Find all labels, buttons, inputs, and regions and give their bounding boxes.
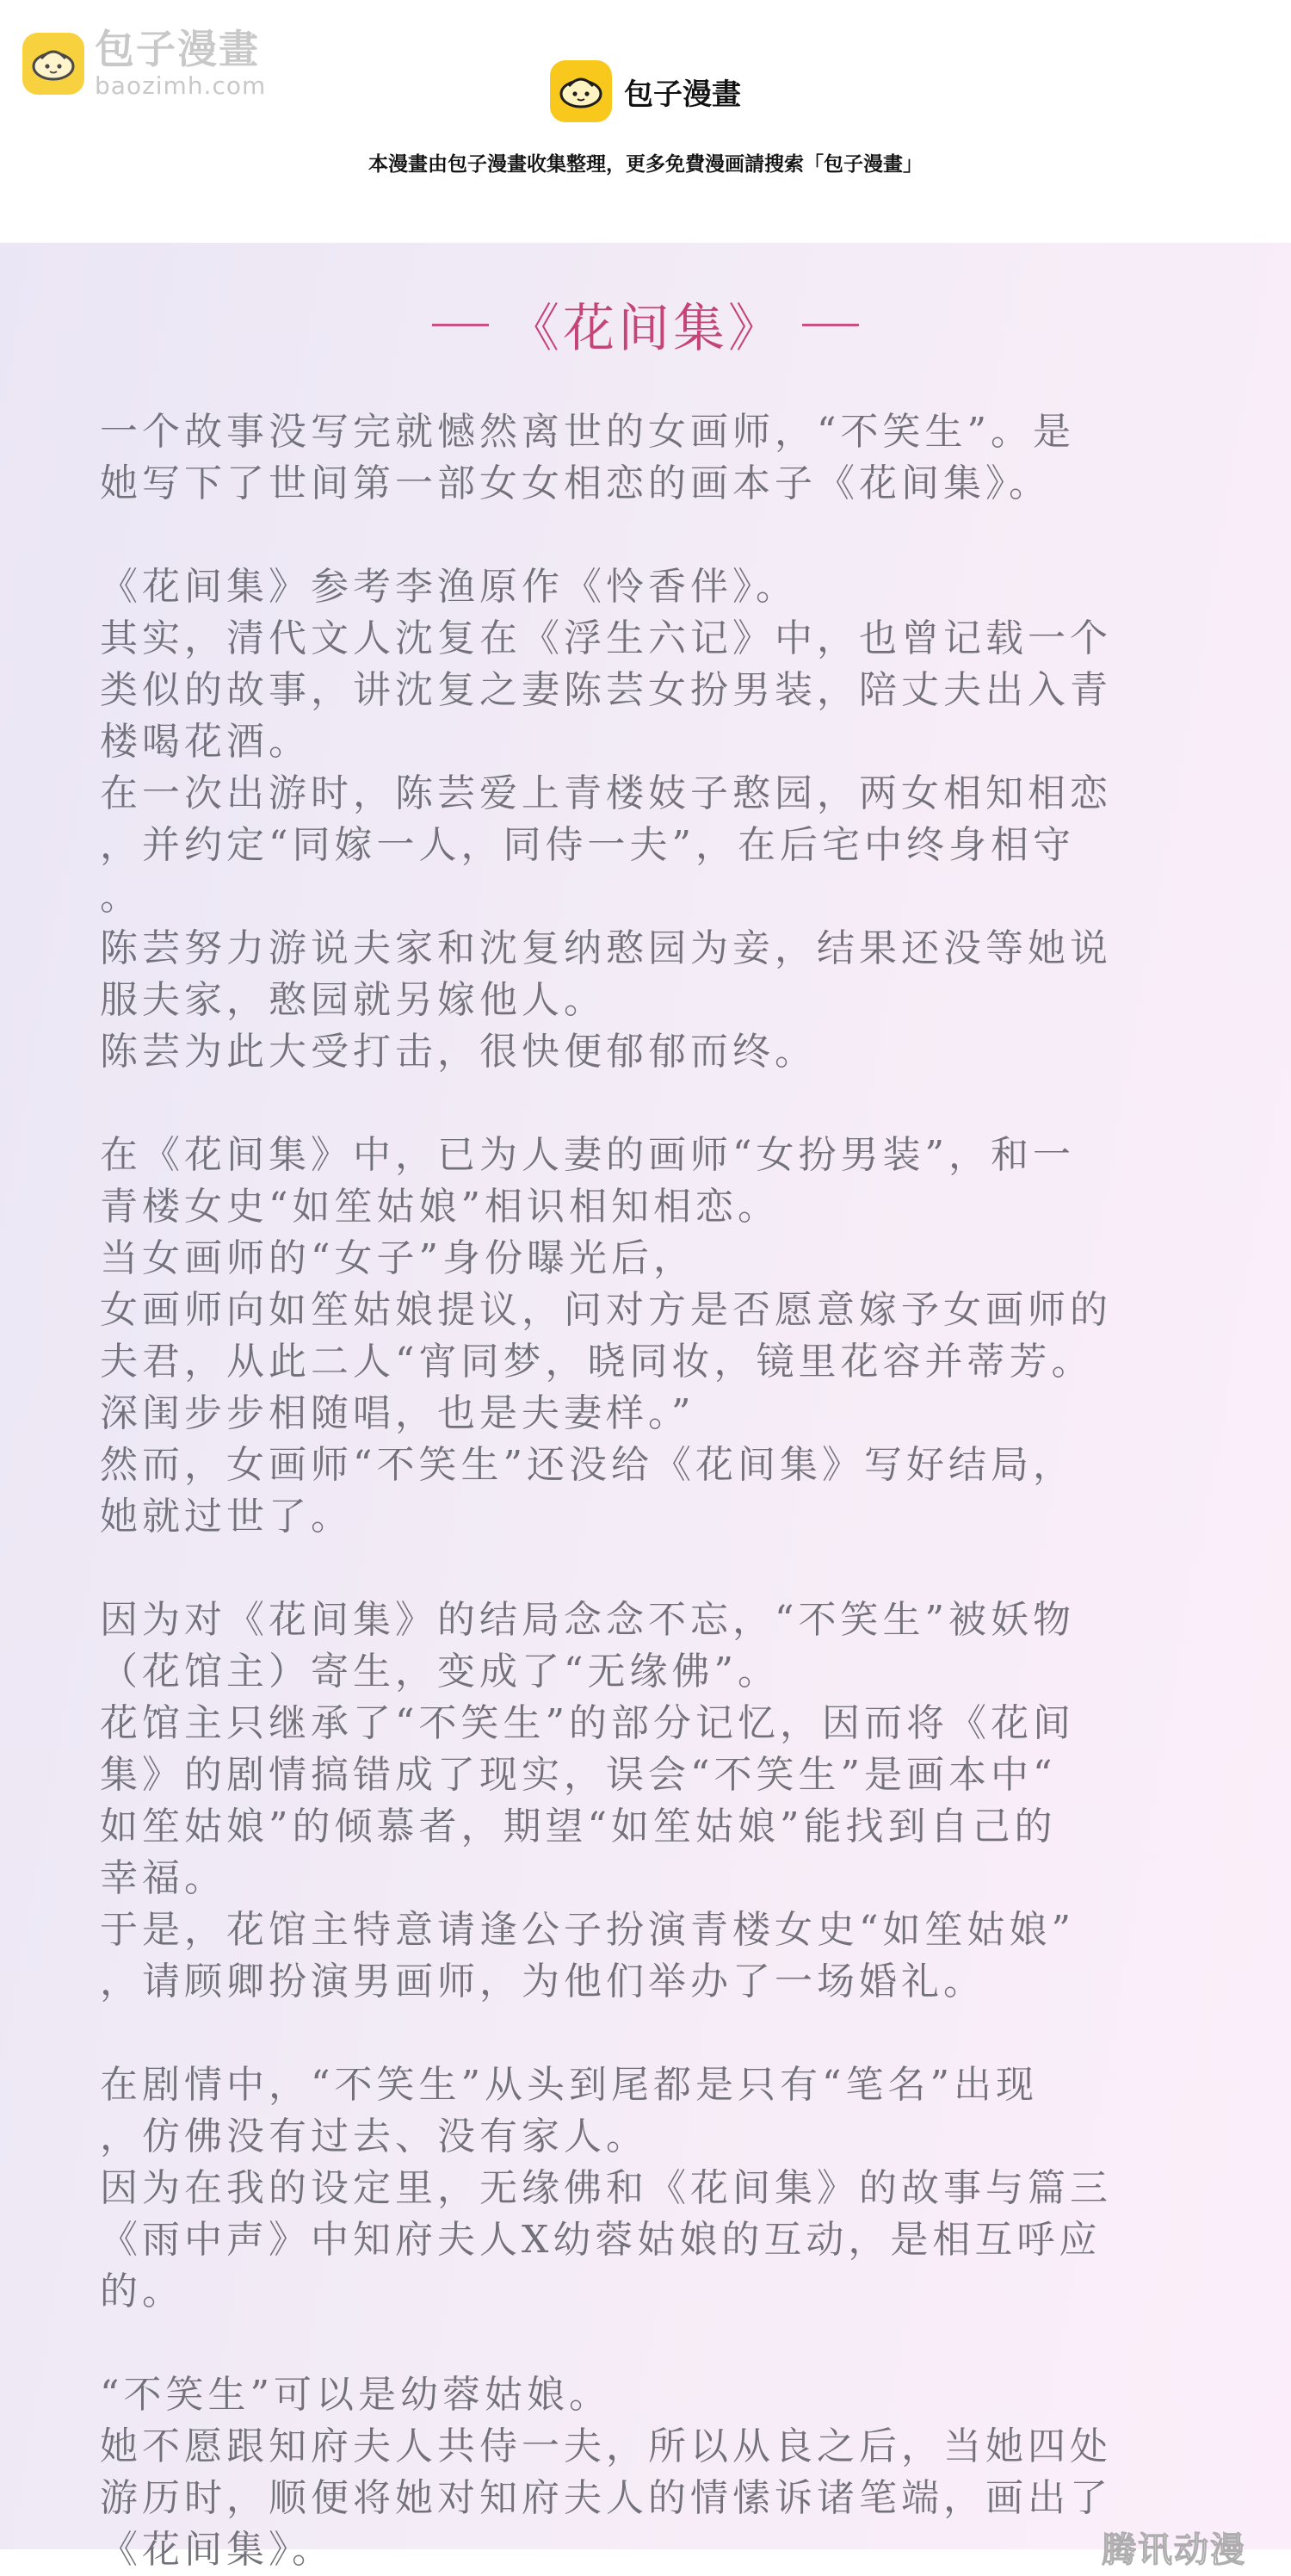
watermark-name: 包子漫畫	[95, 26, 260, 72]
title-dash-right	[802, 324, 859, 326]
text-line: 深闺步步相随唱，也是夫妻样。”	[100, 1391, 695, 1435]
article-body	[100, 406, 1210, 2576]
page-title: 《花间集》	[508, 299, 783, 359]
text-line: 陈芸努力游说夫家和沈复纳憨园为妾，结果还没等她说	[100, 926, 1112, 970]
paragraph-gap	[100, 510, 1210, 561]
text-line: 然而，女画师“不笑生”还没给《花间集》写好结局，	[100, 1443, 1075, 1487]
text-line: 服夫家，憨园就另嫁他人。	[100, 978, 606, 1022]
paragraph-gap	[100, 2318, 1210, 2369]
brand[interactable]	[0, 60, 1291, 122]
text-line: 楼喝花酒。	[100, 720, 311, 764]
text-line: 类似的故事，讲沈复之妻陈芸女扮男装，陪丈夫出入青	[100, 668, 1112, 712]
bun-brand-icon	[550, 60, 612, 122]
text-line: 在剧情中，“不笑生”从头到尾都是只有“笔名”出现	[100, 2063, 1038, 2107]
text-line: 在一次出游时，陈芸爱上青楼妓子憨园，两女相知相恋	[100, 771, 1112, 815]
text-line: 于是，花馆主特意请逢公子扮演青楼女史“如笙姑娘”	[100, 1908, 1075, 1952]
collection-notice: 本漫畫由包子漫畫收集整理，更多免費漫画請搜索「包子漫畫」	[368, 153, 923, 176]
text-line: （花馆主）寄生，变成了“无缘佛”。	[100, 1650, 780, 1694]
text-line: 。	[100, 875, 142, 919]
text-line: 陈芸为此大受打击，很快便郁郁而终。	[100, 1030, 817, 1074]
text-line: 她就过世了。	[100, 1495, 353, 1539]
afterword-page	[0, 243, 1291, 2572]
text-line: 她写下了世间第一部女女相恋的画本子《花间集》。	[100, 461, 1051, 505]
text-line: 幸福。	[100, 1856, 226, 1900]
text-line: 游历时，顺便将她对知府夫人的情愫诉诸笔端，画出了	[100, 2476, 1112, 2520]
text-line: 她不愿跟知府夫人共侍一夫，所以从良之后，当她四处	[100, 2424, 1112, 2468]
text-line: 一个故事没写完就憾然离世的女画师，“不笑生”。是	[100, 410, 1075, 454]
text-line: 如笙姑娘”的倾慕者，期望“如笙姑娘”能找到自己的	[100, 1805, 1057, 1848]
text-line: 《雨中声》中知府夫人X幼蓉姑娘的互动，是相互呼应	[100, 2218, 1102, 2262]
title-row	[0, 288, 1291, 362]
paragraph-gap	[100, 1078, 1210, 1130]
text-line: 夫君，从此二人“宵同梦，晓同妆，镜里花容并蒂芳。	[100, 1340, 1094, 1384]
text-line: ，请顾卿扮演男画师，为他们举办了一场婚礼。	[100, 1960, 985, 2003]
text-line: 当女画师的“女子”身份曝光后，	[100, 1236, 695, 1280]
text-line: 的。	[100, 2269, 184, 2313]
text-line: 《花间集》。	[100, 2528, 334, 2572]
corner-watermark: 腾讯动漫	[1102, 2530, 1246, 2570]
brand-name: 包子漫畫	[624, 77, 741, 112]
paragraph-gap	[100, 2008, 1210, 2059]
text-line: ，仿佛没有过去、没有家人。	[100, 2115, 648, 2158]
watermark-url: baozimh.com	[95, 71, 267, 100]
text-line: 《花间集》参考李渔原作《怜香伴》。	[100, 565, 798, 609]
site-header	[0, 0, 1291, 243]
text-line: 因为对《花间集》的结局念念不忘，“不笑生”被妖物	[100, 1598, 1075, 1642]
text-line: 因为在我的设定里，无缘佛和《花间集》的故事与篇三	[100, 2166, 1112, 2210]
title-dash-left	[432, 324, 489, 326]
text-line: 其实，清代文人沈复在《浮生六记》中，也曾记载一个	[100, 616, 1112, 660]
text-line: 在《花间集》中，已为人妻的画师“女扮男装”，和一	[100, 1133, 1075, 1177]
text-line: 青楼女史“如笙姑娘”相识相知相恋。	[100, 1185, 780, 1229]
paragraph-gap	[100, 1543, 1210, 1595]
text-line: ，并约定“同嫁一人，同侍一夫”，在后宅中终身相守	[100, 823, 1075, 867]
text-line: 花馆主只继承了“不笑生”的部分记忆，因而将《花间	[100, 1701, 1075, 1745]
text-line: “不笑生”可以是幼蓉姑娘。	[100, 2373, 611, 2417]
text-line: 集》的剧情搞错成了现实，误会“不笑生”是画本中“	[100, 1753, 1057, 1797]
text-line: 女画师向如笙姑娘提议，问对方是否愿意嫁予女画师的	[100, 1288, 1112, 1332]
